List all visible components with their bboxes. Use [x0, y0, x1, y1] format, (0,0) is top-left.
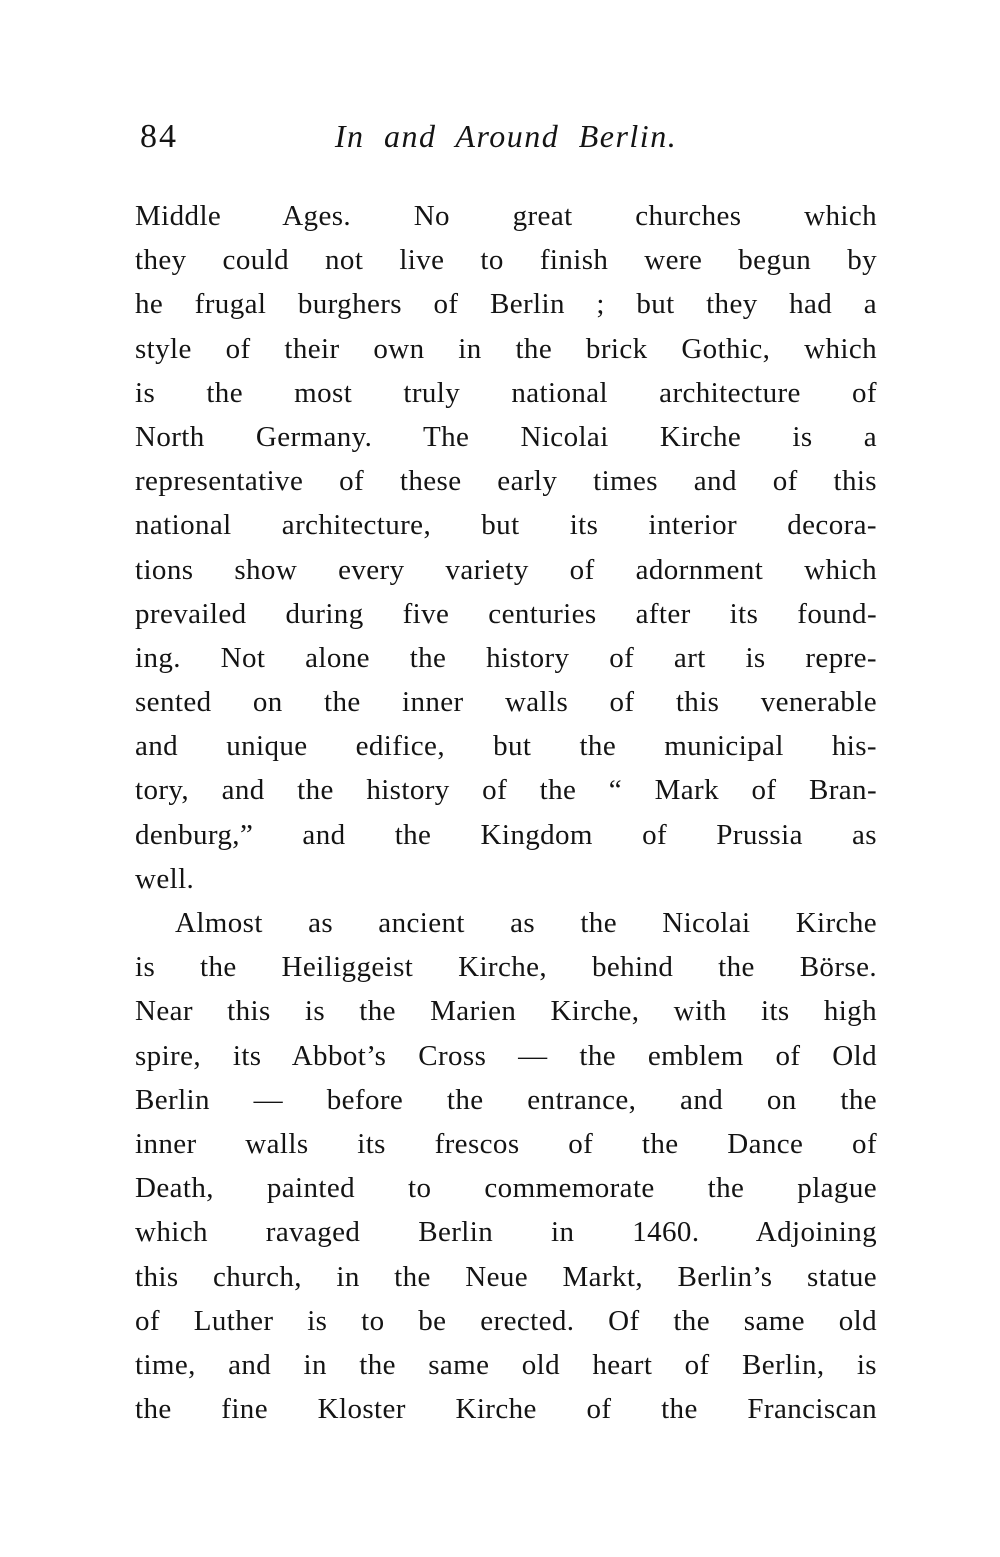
text-line: Near this is the Marien Kirche, with its high — [135, 995, 877, 1028]
text-line: they could not live to finish were begun by — [135, 244, 877, 277]
text-line: time, and in the same old heart of Berlin, is — [135, 1348, 877, 1381]
text-line: tions show every variety of adornment which — [135, 553, 877, 586]
body-text — [135, 194, 877, 1431]
text-line: and unique edifice, but the municipal his- — [135, 730, 877, 763]
text-line: sented on the inner walls of this venerable — [135, 686, 877, 719]
text-line: prevailed during five centuries after its found- — [135, 597, 877, 630]
page-number: 84 — [140, 118, 178, 155]
text-line: well. — [135, 862, 195, 895]
text-line: ing. Not alone the history of art is repre- — [135, 641, 877, 674]
text-line: North Germany. The Nicolai Kirche is a — [135, 420, 877, 453]
text-line: style of their own in the brick Gothic, which — [135, 332, 877, 365]
text-line: Middle Ages. No great churches which — [135, 200, 877, 232]
text-line: spire, its Abbot’s Cross — the emblem of Old — [135, 1039, 877, 1072]
running-header-title: In and Around Berlin. — [334, 118, 678, 154]
text-line: tory, and the history of the “ Mark of Bran- — [135, 774, 877, 807]
text-line: denburg,” and the Kingdom of Prussia as — [135, 818, 877, 851]
text-line: national architecture, but its interior decora- — [135, 509, 877, 542]
text-line: the fine Kloster Kirche of the Franciscan — [135, 1393, 877, 1426]
text-line: this church, in the Neue Markt, Berlin’s statue — [135, 1260, 877, 1293]
text-line: is the Heiliggeist Kirche, behind the Börse. — [135, 951, 877, 984]
text-line: he frugal burghers of Berlin ; but they had a — [135, 288, 877, 321]
text-line: inner walls its frescos of the Dance of — [135, 1127, 877, 1160]
text-line: Almost as ancient as the Nicolai Kirche — [175, 907, 877, 939]
text-line: representative of these early times and of this — [135, 465, 877, 498]
running-header — [135, 118, 877, 164]
text-line: which ravaged Berlin in 1460. Adjoining — [135, 1216, 877, 1249]
text-line: is the most truly national architecture of — [135, 376, 877, 409]
text-line: Death, painted to commemorate the plague — [135, 1172, 877, 1205]
text-line: of Luther is to be erected. Of the same old — [135, 1304, 877, 1337]
text-line: Berlin — before the entrance, and on the — [135, 1083, 877, 1116]
